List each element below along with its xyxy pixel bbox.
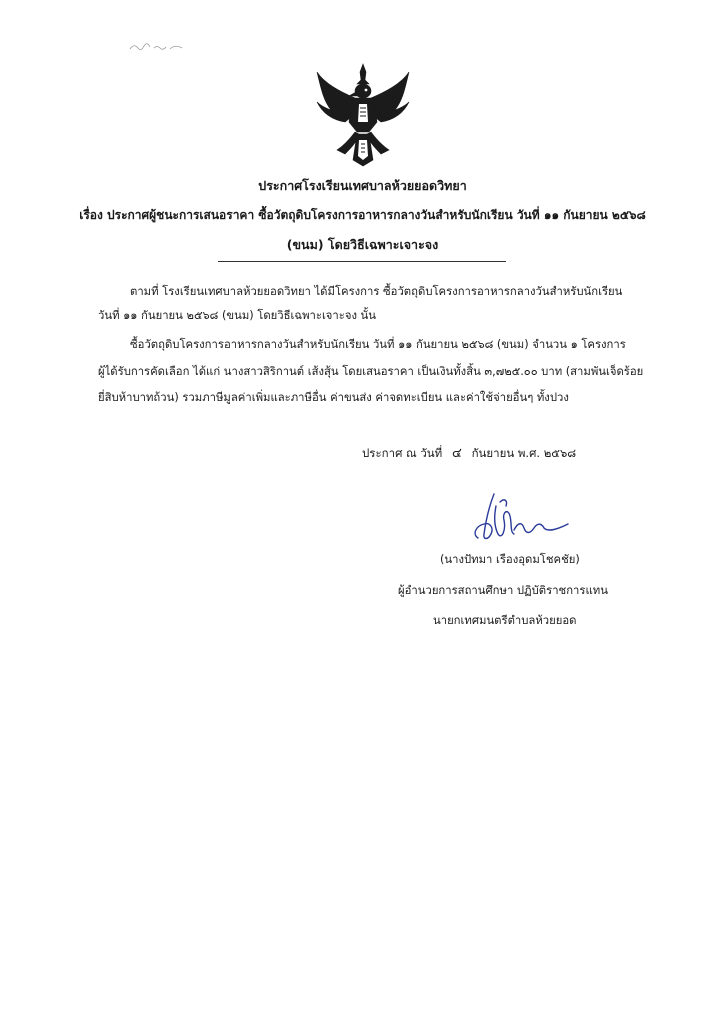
date-prefix: ประกาศ ณ วันที่ [362,446,443,460]
paragraph-2-line-1: ซื้อวัตถุดิบโครงการอาหารกลางวันสำหรับนักเรียน วันที่ ๑๑ กันยายน ๒๕๖๘ (ขนม) จำนวน ๑ โครงการ [130,338,626,351]
handwritten-signature [464,490,574,546]
announcement-title: ประกาศโรงเรียนเทศบาลห้วยยอดวิทยา [258,178,467,193]
paragraph-1-line-1: ตามที่ โรงเรียนเทศบาลห้วยยอดวิทยา ได้มีโครงการ ซื้อวัตถุดิบโครงการอาหารกลางวันสำหรับนักเรียน [130,285,623,298]
paragraph-2-line-3: ยี่สิบห้าบาทถ้วน) รวมภาษีมูลค่าเพิ่มและภาษีอื่น ค่าขนส่ง ค่าจดทะเบียน และค่าใช้จ่ายอื่นๆ ทั้งปวง [98,391,569,404]
date-suffix: กันยายน พ.ศ. ๒๕๖๘ [471,446,577,460]
garuda-emblem-icon [311,62,415,168]
paragraph-2-line-2: ผู้ได้รับการคัดเลือก ได้แก่ นางสาวสิริกานต์ เส้งสุ้น โดยเสนอราคา เป็นเงินทั้งสิ้น ๓,๗๒๕.๐๐ บาท (สามพันเจ็ดร้อย [98,365,644,378]
announcement-date [362,442,576,463]
signatory-position-2: นายกเทศมนตรีตำบลห้วยยอด [433,614,577,627]
title-divider [218,261,506,262]
announcement-subject-continued: (ขนม) โดยวิธีเฉพาะเจาะจง [286,237,439,252]
signatory-position: ผู้อำนวยการสถานศึกษา ปฏิบัติราชการแทน [398,584,608,597]
signatory-name: (นางปัทมา เรืองอุดมโชคชัย) [440,553,580,566]
paragraph-1-line-2: วันที่ ๑๑ กันยายน ๒๕๖๘ (ขนม) โดยวิธีเฉพาะเจาะจง นั้น [98,309,377,322]
announcement-subject: เรื่อง ประกาศผู้ชนะการเสนอราคา ซื้อวัตถุดิบโครงการอาหารกลางวันสำหรับนักเรียน วันที่ ๑๑ กันยายน ๒๕๖๘ [79,208,646,222]
pencil-note-mark [128,40,188,54]
date-day-handwritten: ๔ [452,446,462,461]
